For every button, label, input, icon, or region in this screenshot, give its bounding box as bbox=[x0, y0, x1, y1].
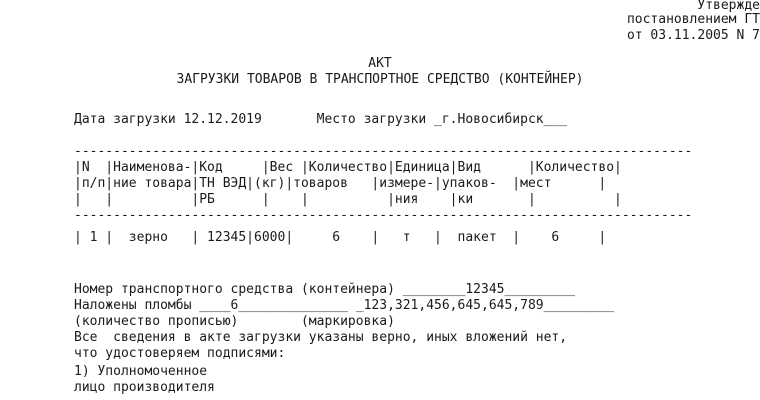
document-subtitle: ЗАГРУЗКИ ТОВАРОВ В ТРАНСПОРТНОЕ СРЕДСТВО (КОНТЕЙНЕР) bbox=[176, 72, 584, 87]
seals-caption: (количество прописью) (маркировка) bbox=[74, 314, 395, 329]
table-header-row-1: |N |Наименова-|Код |Вес |Количество|Единица|Вид |Количество| bbox=[74, 160, 622, 175]
signer-line-2: лицо производителя bbox=[74, 380, 215, 395]
seals-line: Наложены пломбы ____6______________ _123,321,456,645,645,789_________ bbox=[74, 298, 615, 313]
loading-date-place: Дата загрузки 12.12.2019 Место загрузки _г.Новосибирск___ bbox=[74, 112, 568, 127]
table-rule-mid: ------------------------------------------------------------------------------- bbox=[74, 208, 693, 223]
statement-line-1: Все сведения в акте загрузки указаны верно, иных вложений нет, bbox=[74, 330, 568, 345]
statement-line-2: что удостоверяем подписями: bbox=[74, 346, 286, 361]
signer-line-1: 1) Уполномоченное bbox=[74, 364, 208, 379]
table-header-row-2: |п/п|ние товара|ТН ВЭД|(кг)|товаров |измере-|упаков- |мест | bbox=[74, 176, 607, 191]
approval-line-1: Утвержде bbox=[697, 0, 760, 13]
approval-line-2: постановлением ГТ bbox=[626, 12, 760, 27]
vehicle-number-line: Номер транспортного средства (контейнера) ________12345_________ bbox=[74, 282, 575, 297]
table-rule-top: ------------------------------------------------------------------------------- bbox=[74, 144, 693, 159]
approval-line-3: от 03.11.2005 N 7 bbox=[626, 28, 760, 43]
table-row: | 1 | зерно | 12345|6000| 6 | т | пакет | 6 | bbox=[74, 230, 607, 245]
table-header-row-3: | | |РБ | | |ния |ки | | bbox=[74, 192, 622, 207]
document-title: АКТ bbox=[368, 56, 392, 71]
